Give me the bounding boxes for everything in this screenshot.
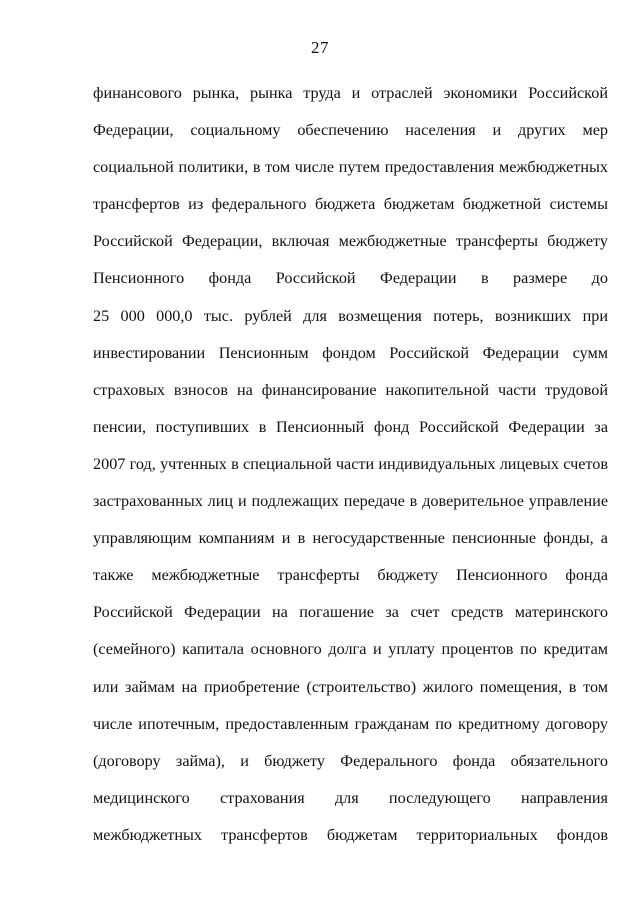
- page-number: 27: [311, 38, 329, 57]
- text-line: также межбюджетные трансферты бюджету Пенсионного фонда: [93, 566, 608, 585]
- text-line: Федерации, социальному обеспечению населения и других мер: [93, 121, 608, 140]
- text-line: Российской Федерации, включая межбюджетные трансферты бюджету: [93, 232, 608, 251]
- text-line: трансфертов из федерального бюджета бюджетам бюджетной системы: [93, 195, 608, 214]
- text-line: Пенсионного фонда Российской Федерации в размере до: [93, 269, 608, 288]
- body-text: [93, 75, 608, 854]
- text-line: межбюджетных трансфертов бюджетам территориальных фондов: [93, 825, 608, 844]
- text-line: Российской Федерации на погашение за счет средств материнского: [93, 603, 608, 622]
- text-line: управляющим компаниям и в негосударственные пенсионные фонды, а: [93, 529, 608, 548]
- text-line: социальной политики, в том числе путем предоставления межбюджетных: [93, 158, 608, 177]
- text-line: финансового рынка, рынка труда и отраслей экономики Российской: [93, 84, 608, 102]
- text-line: страховых взносов на финансирование накопительной части трудовой: [93, 380, 608, 399]
- text-line: застрахованных лиц и подлежащих передаче в доверительное управление: [93, 492, 608, 511]
- text-line: 2007 год, учтенных в специальной части индивидуальных лицевых счетов: [93, 454, 608, 473]
- text-line: числе ипотечным, предоставленным гражданам по кредитному договору: [93, 714, 608, 733]
- text-line: инвестировании Пенсионным фондом Российской Федерации сумм: [93, 343, 608, 362]
- text-line: пенсии, поступивших в Пенсионный фонд Российской Федерации за: [93, 417, 608, 436]
- text-line: медицинского страхования для последующего направления: [93, 788, 608, 807]
- text-line: или займам на приобретение (строительство) жилого помещения, в том: [93, 677, 608, 696]
- text-line: 25 000 000,0 тыс. рублей для возмещения потерь, возникших при: [93, 306, 608, 325]
- text-line: (договору займа), и бюджету Федерального фонда обязательного: [93, 751, 608, 770]
- text-line: (семейного) капитала основного долга и уплату процентов по кредитам: [93, 640, 608, 659]
